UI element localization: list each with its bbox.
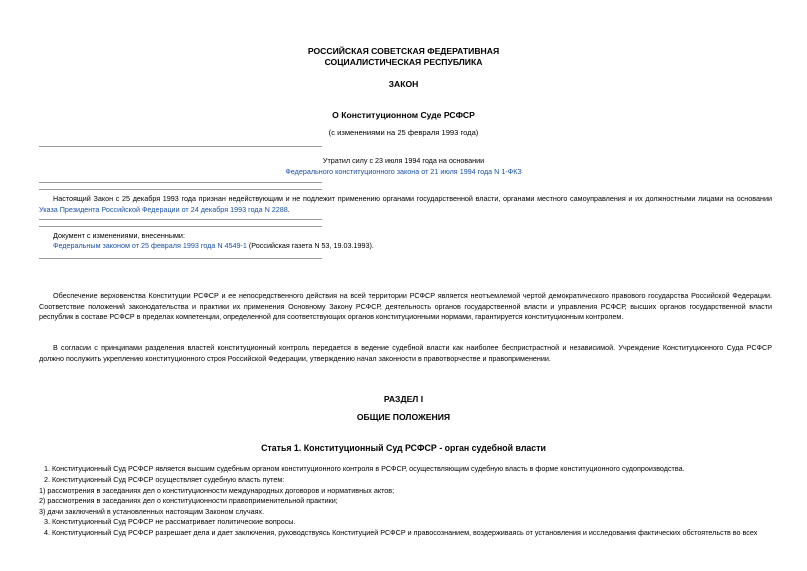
- changes-label: Документ с изменениями, внесенными:: [53, 231, 185, 240]
- decree-link[interactable]: Указа Президента Российской Федерации от 24 декабря 1993 года N 2288: [39, 204, 288, 214]
- article-item: 4. Конституционный Суд РСФСР разрешает дела и дает заключения, руководствуясь Конституцией РСФСР и правосознанием, воздерживаясь от установления и исследования фактических обстоятельств во всех: [44, 528, 758, 537]
- divider: [39, 189, 322, 190]
- amending-law-link[interactable]: Федеральным законом от 25 февраля 1993 года N 4549-1: [53, 241, 247, 250]
- article-item: 1. Конституционный Суд РСФСР является высшим судебным органом конституционного контроля в РСФСР, осуществляющим судебную власть в форме конституционного судопроизводства.: [44, 464, 685, 473]
- basis-law-link[interactable]: Федерального конституционного закона от 21 июля 1994 года N 1-ФКЗ: [285, 167, 522, 176]
- preamble-paragraph-1: Обеспечение верховенства Конституции РСФСР и ее непосредственного действия на всей территории РСФСР является неотъемлемой чертой демократического правового государства Российской Федерации. Соответствие положений законодательства и практики их применения Основному Закону РСФСР, деятельность органов государственной власти и управления РСФСР, высших органов государственной власти республик в составе РСФСР в пределах компетенции, определенной для соответствующих органов конституционными нормами, гарантируется конституционным контролем.: [39, 291, 772, 321]
- amendments-note: (с изменениями на 25 февраля 1993 года): [328, 128, 479, 137]
- document-type: ЗАКОН: [388, 79, 419, 89]
- article-item: 3. Конституционный Суд РСФСР не рассматривает политические вопросы.: [44, 517, 296, 526]
- suspension-note: [39, 194, 772, 215]
- article-item: 2. Конституционный Суд РСФСР осуществляет судебную власть путем:: [44, 475, 285, 484]
- article-item: 1) рассмотрения в заседаниях дел о конституционности международных договоров и нормативных актов;: [39, 486, 395, 495]
- changes-source: (Российская газета N 53, 19.03.1993).: [246, 241, 374, 250]
- divider: [39, 226, 322, 227]
- section-number: РАЗДЕЛ I: [383, 394, 424, 404]
- article-item: 3) дачи заключений в установленных настоящим Законом случаях.: [39, 507, 265, 516]
- suspension-text: Настоящий Закон с 25 декабря 1993 года признан недействующим и не подлежит применению органами государственной власти, органами местного самоуправления и их должностными лицами на основании: [53, 194, 772, 203]
- divider: [39, 258, 322, 259]
- divider: [39, 146, 322, 147]
- article-item: 2) рассмотрения в заседаниях дел о конституционности правоприменительной практики;: [39, 496, 338, 505]
- divider: [39, 219, 322, 220]
- suspension-end: .: [287, 204, 290, 214]
- divider: [39, 182, 322, 183]
- changes-line: [53, 241, 374, 252]
- section-title: ОБЩИЕ ПОЛОЖЕНИЯ: [356, 412, 451, 422]
- document-title: О Конституционном Суде РСФСР: [332, 110, 475, 120]
- article-1-heading: Статья 1. Конституционный Суд РСФСР - орган судебной власти: [261, 443, 546, 453]
- republic-name-line1: РОССИЙСКАЯ СОВЕТСКАЯ ФЕДЕРАТИВНАЯ: [307, 46, 500, 56]
- preamble-paragraph-2: В согласии с принципами разделения властей конституционный контроль передается в ведение судебной власти как наиболее беспристрастной и независимой. Учреждение Конституционного Суда РСФСР должно послужить укреплению конституционного строя Российской Федерации, утверждению начал законности в правотворчестве и правоприменении.: [39, 343, 772, 363]
- republic-name-line2: СОЦИАЛИСТИЧЕСКАЯ РЕСПУБЛИКА: [324, 57, 483, 67]
- lost-force-note: Утратил силу с 23 июля 1994 года на основании: [322, 156, 485, 165]
